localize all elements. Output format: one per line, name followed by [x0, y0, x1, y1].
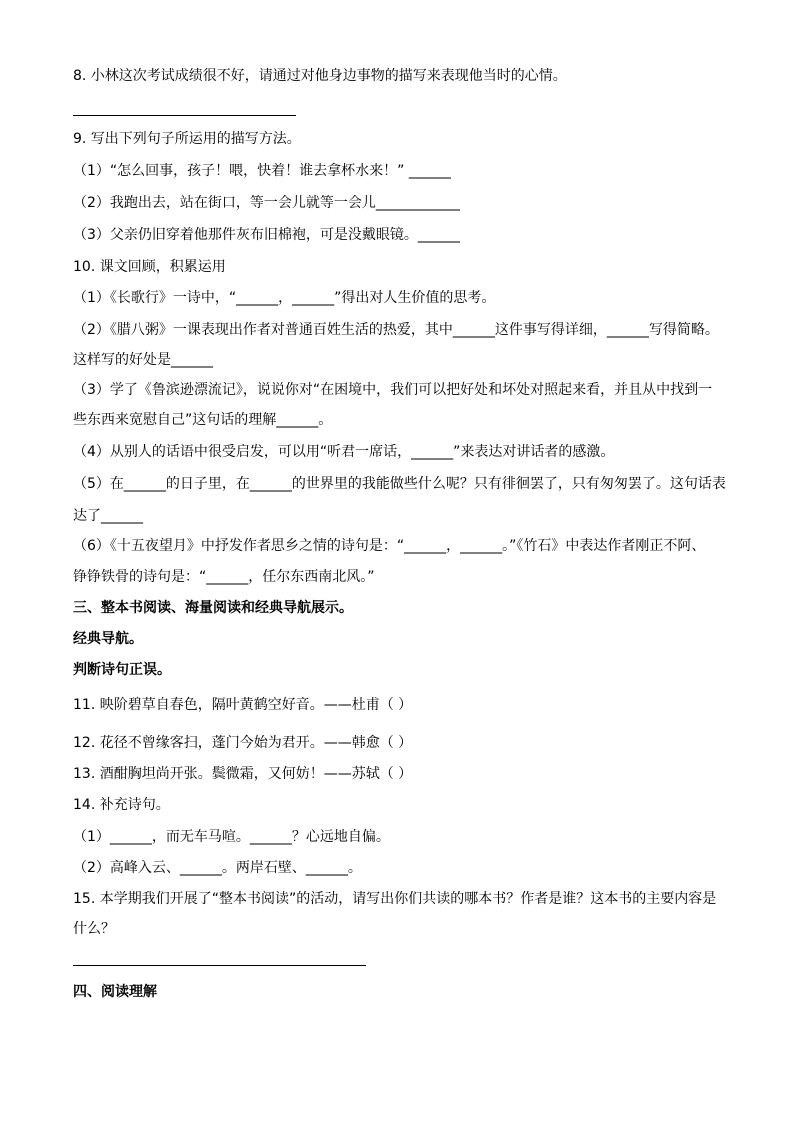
q8-text: 8. 小林这次考试成绩很不好，请通过对他身边事物的描写来表现他当时的心情。 — [73, 68, 567, 84]
q10-line: （1）《长歌行》一诗中，“______，______”得出对人生价值的思考。 — [73, 290, 496, 306]
section-4-heading: 四、阅读理解 — [73, 984, 157, 1000]
q10-line: （5）在______的日子里，在______的世界里的我能做些什么呢？只有徘徊罢了，只有匆匆罢了。这句话表 — [73, 476, 726, 492]
q10-line: （6）《十五夜望月》中抒发作者思乡之情的诗句是：“______，______。”《竹石》中表达作者刚正不阿、 — [73, 538, 706, 554]
q14-item: （1）______，而无车马喧。______？心远地自偏。 — [73, 829, 390, 845]
q11-text: 11. 映阶碧草自春色，隔叶黄鹤空好音。——杜甫（ ） — [73, 697, 413, 713]
q10-line: （3）学了《鲁滨逊漂流记》，说说你对“在困境中，我们可以把好处和坏处对照起来看，并且从中找到一 — [73, 382, 713, 398]
q14-item: （2）高峰入云、______。两岸石壁、______。 — [73, 860, 362, 876]
q9-item: （3）父亲仍旧穿着他那件灰布旧棉袍，可是没戴眼镜。______ — [73, 227, 460, 243]
q10-title: 10. 课文回顾，积累运用 — [73, 259, 226, 275]
section-3-subheading: 经典导航。 — [73, 631, 143, 647]
q10-line: 些东西来宽慰自己”这句话的理解______。 — [73, 412, 333, 428]
q15-text-continued: 什么？ — [73, 921, 115, 937]
q15-text: 15. 本学期我们开展了“整本书阅读”的活动，请写出你们共读的哪本书？作者是谁？这本书的主要内容是 — [73, 891, 717, 907]
q10-line: 达了______ — [73, 508, 143, 524]
q10-line: （2）《腊八粥》一课表现出作者对普通百姓生活的热爱，其中______这件事写得详细，______写得简略。 — [73, 322, 719, 338]
q10-line: 这样写的好处是______ — [73, 352, 213, 368]
q10-line: （4）从别人的话语中很受启发，可以用“听君一席话，______”来表达对讲话者的感激。 — [73, 444, 615, 460]
q12-text: 12. 花径不曾缘客扫，蓬门今始为君开。——韩愈（ ） — [73, 735, 413, 751]
q10-line: 铮铮铁骨的诗句是：“______，任尔东西南北风。” — [73, 569, 375, 585]
q9-item: （1）“怎么回事，孩子！喂，快着！谁去拿杯水来！” ______ — [73, 163, 451, 179]
q13-text: 13. 酒酣胸坦尚开张。鬓微霜，又何妨！——苏轼（ ） — [73, 766, 413, 782]
q15-answer-line — [73, 965, 366, 966]
section-3-instruction: 判断诗句正误。 — [73, 662, 171, 678]
q9-title: 9. 写出下列句子所运用的描写方法。 — [73, 131, 301, 147]
q8-answer-line — [73, 115, 296, 116]
q9-item: （2）我跑出去，站在街口，等一会儿就等一会儿____________ — [73, 195, 460, 211]
section-3-heading: 三、整本书阅读、海量阅读和经典导航展示。 — [73, 600, 353, 616]
q14-title: 14. 补充诗句。 — [73, 797, 170, 813]
